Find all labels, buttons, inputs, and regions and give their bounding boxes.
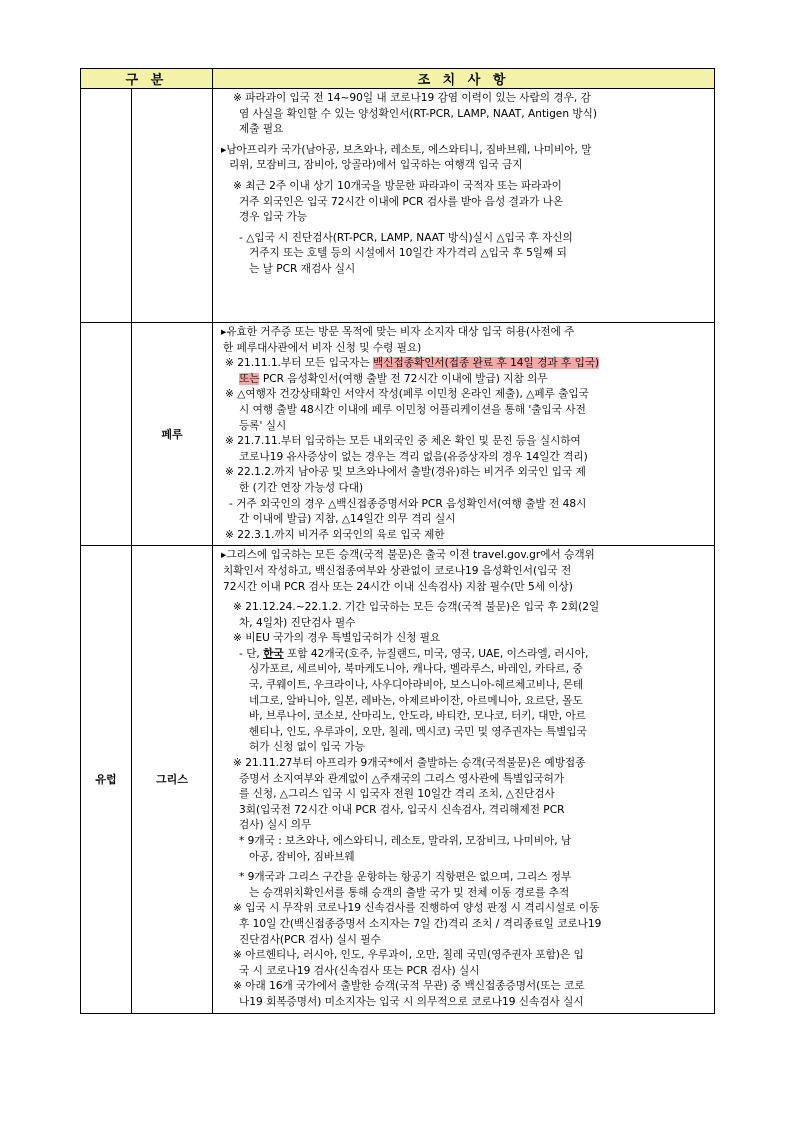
text-line: 한 (기간 연장 가능성 다대): [239, 481, 364, 494]
country-greece: 그리스: [132, 546, 213, 1013]
row-paraguay-continued: [81, 89, 715, 323]
text-line: ※ △여행자 건강상태확인 서약서 작성(페루 이민청 온라인 제출), △페루 출입국: [225, 388, 589, 401]
text-line: 리위, 모잠비크, 잠비아, 앙골라)에서 입국하는 여행객 입국 금지: [229, 159, 523, 172]
note-text: ※ 21.11.1.부터 모든 입국자는: [225, 357, 374, 370]
text-line: 나19 회복증명서) 미소지자는 입국 시 의무적으로 코로나19 신속검사 실시: [239, 995, 584, 1008]
text-line: [221, 356, 704, 372]
text-line: 증명서 소지여부와 관계없이 △주재국의 그리스 영사관에 특별입국허가: [239, 772, 565, 785]
row-greece: [81, 546, 715, 1013]
text-line: 바, 브루나이, 코소보, 산마리노, 안도라, 바티칸, 모나코, 터키, 대만, 아르: [249, 710, 586, 723]
text-line: 경우 입국 가능: [239, 211, 308, 224]
table-header-row: [81, 69, 715, 89]
text-line: ▸남아프리카 국가(남아공, 보츠와나, 레소토, 에스와티니, 짐바브웨, 나미비아, 말: [221, 143, 592, 156]
header-measures: 조 치 사 항: [213, 69, 715, 89]
text-line: 염 사실을 확인할 수 있는 양성확인서(RT-PCR, LAMP, NAAT, Antigen 방식): [239, 107, 597, 120]
text-line: 치확인서 작성하고, 백신접종여부와 상관없이 코로나19 음성확인서(입국 전: [223, 564, 572, 577]
text-line: - △입국 시 진단검사(RT-PCR, LAMP, NAAT 방식)실시 △입국 후 자신의: [239, 231, 573, 244]
text-line: 차, 4일차) 진단검사 필수: [239, 616, 356, 629]
text-line: ※ 21.7.11.부터 입국하는 모든 내외국인 중 체온 확인 및 문진 등을 실시하여: [225, 435, 581, 448]
text-line: 진단검사(PCR 검사) 실시 필수: [239, 933, 381, 946]
text-line: ※ 최근 2주 이내 상기 10개국을 방문한 파라과이 국적자 또는 파라과이: [233, 179, 562, 192]
note-text: - 단,: [239, 647, 264, 660]
text-line: ※ 22.3.1.까지 비거주 외국인의 육로 입국 제한: [225, 528, 445, 541]
text-line: 후 10일 간(백신접종증명서 소지자는 7일 간)격리 조치 / 격리종료일 코로나19: [239, 917, 602, 930]
highlighted-text: 또는: [239, 372, 260, 385]
greece-measures: [213, 546, 715, 1013]
country-cell-empty: [132, 89, 213, 323]
korea-emphasis: 한국: [263, 647, 284, 660]
text-line: 네그로, 알바니아, 일본, 레바논, 아제르바이잔, 아르메니아, 요르단, 몰도: [249, 694, 583, 707]
text-line: ※ 21.12.24.~22.1.2. 기간 입국하는 모든 승객(국적 불문)은 입국 후 2회(2일: [233, 601, 600, 614]
text-line: * 9개국과 그리스 구간을 운항하는 항공기 직항편은 없으며, 그리스 정부: [239, 871, 572, 884]
text-line: 거주지 또는 호텔 등의 시설에서 10일간 자가격리 △입국 후 5일째 되: [249, 247, 567, 260]
region-europe: 유럽: [81, 546, 132, 1013]
note-text: 포함 42개국(호주, 뉴질랜드, 미국, 영국, UAE, 이스라엘, 러시아,: [283, 647, 589, 660]
text-line: ※ 22.1.2.까지 남아공 및 보츠와나에서 출발(경유)하는 비거주 외국인 입국 제: [225, 466, 586, 479]
text-line: 거주 외국인은 입국 72시간 이내에 PCR 검사를 받아 음성 결과가 나온: [239, 195, 564, 208]
paraguay-measures: [213, 89, 715, 323]
text-line: ※ 파라과이 입국 전 14~90일 내 코로나19 감염 이력이 있는 사람의 경우, 감: [233, 92, 591, 104]
row-peru: [81, 323, 715, 546]
note-text: PCR 음성확인서(여행 출발 전 72시간 이내에 발급) 지참 의무: [259, 372, 548, 385]
text-line: 는 날 PCR 재검사 실시: [249, 262, 356, 275]
text-line: 국 시 코로나19 검사(신속검사 또는 PCR 검사) 실시: [239, 964, 480, 977]
region-cell-empty: [81, 89, 132, 323]
text-line: 는 승객위치확인서를 통해 승객의 출발 국가 및 전체 이동 경로를 추적: [249, 886, 570, 899]
text-line: 코로나19 유사증상이 없는 경우는 격리 없음(유증상자의 경우 14일간 격리): [239, 450, 588, 463]
text-line: 등록' 실시: [239, 419, 287, 432]
text-line: 한 페루대사관에서 비자 신청 및 수령 필요): [223, 341, 422, 354]
text-line: 허가 신청 없이 입국 가능: [249, 741, 365, 754]
text-line: 3회(입국전 72시간 이내 PCR 검사, 입국시 신속검사, 격리해제전 PCR: [239, 803, 565, 816]
country-peru: 페루: [132, 323, 213, 546]
text-line: 제출 필요: [239, 123, 284, 136]
text-line: * 9개국 : 보츠와나, 에스와티니, 레소토, 말라위, 모잠비크, 나미비아, 남: [239, 835, 572, 847]
text-line: ※ 아르헨티나, 러시아, 인도, 우루과이, 오만, 칠레 국민(영주권자 포함)은 입: [233, 949, 584, 962]
text-line: 시 여행 출발 48시간 이내에 페루 이민청 어플리케이션을 통해 '출입국 사전: [239, 403, 586, 416]
text-line: 국, 쿠웨이트, 우크라이나, 사우디아라비아, 보스니아-헤르체고비나, 몬테: [249, 679, 584, 692]
text-line: ※ 비EU 국가의 경우 특별입국허가 신청 필요: [233, 632, 441, 645]
text-line: [221, 372, 704, 388]
peru-measures: [213, 323, 715, 546]
text-line: ▸그리스에 입국하는 모든 승객(국적 불문)은 출국 이전 travel.gov.gr에서 승객위: [221, 549, 595, 562]
header-category: 구 분: [81, 69, 213, 89]
text-line: 를 신청, △그리스 입국 시 입국자 전원 10일간 격리 조치, △진단검사: [239, 788, 555, 801]
text-line: 검사) 실시 의무: [239, 819, 312, 832]
text-line: ※ 21.11.27부터 아프리카 9개국*에서 출발하는 승객(국적불문)은 예방접종: [233, 757, 586, 770]
text-line: 싱가포르, 세르비아, 북마케도니아, 캐나다, 벨라루스, 바레인, 카타르, 중: [249, 663, 583, 676]
text-line: ▸유효한 거주증 또는 방문 목적에 맞는 비자 소지자 대상 입국 허용(사전에 주: [221, 326, 575, 338]
region-cell-empty: [81, 323, 132, 546]
text-line: 헨티나, 인도, 우루과이, 오만, 칠레, 멕시코) 국민 및 영주권자는 특별입국: [249, 725, 587, 738]
text-line: - 거주 외국인의 경우 △백신접종증명서와 PCR 음성확인서(여행 출발 전 48시: [229, 497, 587, 510]
text-line: 아공, 잠비아, 짐바브웨: [249, 850, 355, 863]
text-line: 72시간 이내 PCR 검사 또는 24시간 이내 신속검사) 지참 필수(만 5세 이상): [223, 580, 573, 593]
highlighted-text: 백신접종확인서(접종 완료 후 14일 경과 후 입국): [373, 357, 600, 370]
text-line: ※ 아래 16개 국가에서 출발한 승객(국적 무관) 중 백신접종증명서(또는 코로: [233, 980, 585, 993]
text-line: ※ 입국 시 무작위 코로나19 신속검사를 진행하여 양성 판정 시 격리시설로 이동: [233, 902, 600, 915]
text-line: 간 이내에 발급) 지참, △14일간 의무 격리 실시: [239, 513, 456, 526]
measures-table: [80, 68, 715, 1014]
text-line: [221, 647, 704, 663]
